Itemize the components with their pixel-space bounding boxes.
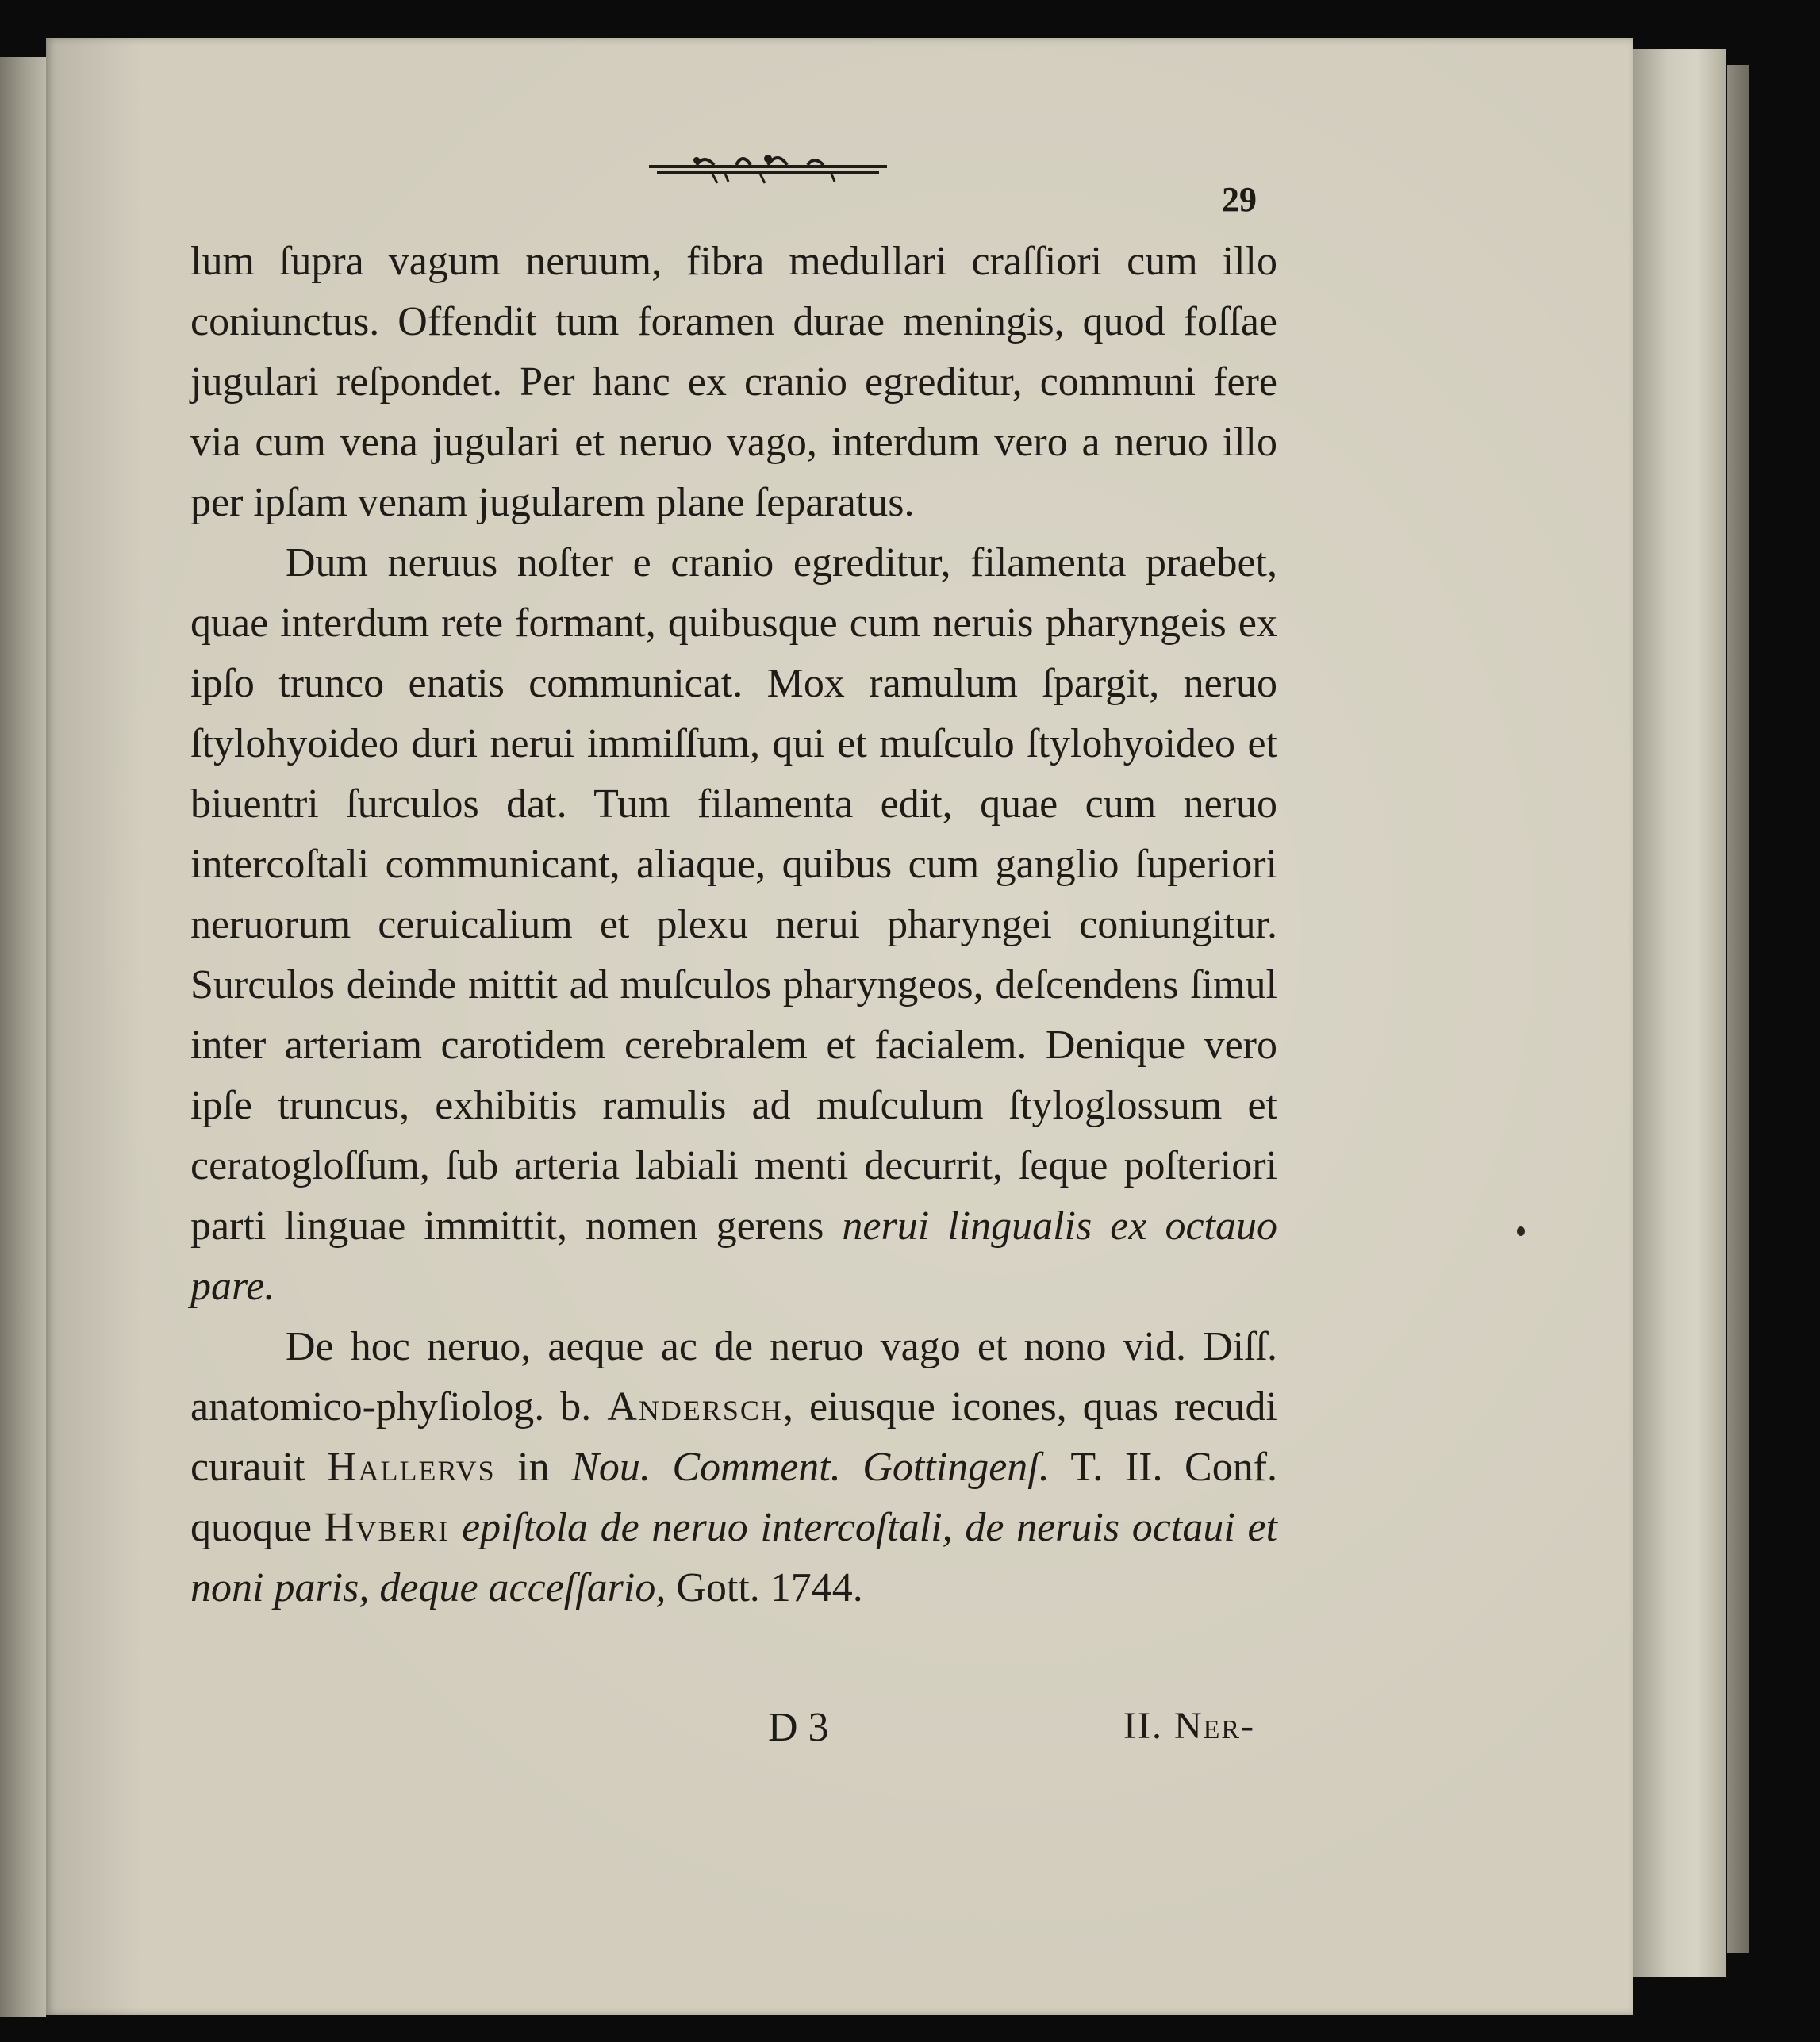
italic-text-run: nerui lingualis ex octauo pare.	[190, 1203, 1277, 1309]
paragraph	[190, 232, 1277, 533]
text-run: De hoc neruo, aeque ac de neruo vago et nono vid. Diſſ. anatomico-phyſiolog. b.	[190, 1324, 1277, 1430]
body-text	[190, 232, 1277, 1618]
ornament-icon	[649, 151, 887, 186]
text-run: lum ſupra vagum neruum, fibra medullari craſſiori cum illo coniunctus. Offendit tum foramen durae meningis, quod foſſae jugulari reſpondet. Per hanc ex cranio egreditur, communi fere via cum vena jugulari et neruo vago, interdum vero a neruo illo per ipſam venam jugularem plane ſeparatus.	[190, 239, 1277, 525]
catchword: II. Ner-	[1123, 1705, 1256, 1747]
author-name: Hvberi	[324, 1505, 450, 1550]
author-name: Hallervs	[326, 1445, 496, 1490]
paragraph	[190, 533, 1277, 1317]
left-page-edge	[0, 57, 46, 2017]
author-name: Andersch	[607, 1384, 783, 1430]
text-run: in	[495, 1445, 572, 1490]
text-run: , eiusque icones, quas recudi curauit	[190, 1384, 1277, 1490]
text-run	[449, 1505, 462, 1550]
right-page-edges	[1630, 49, 1726, 1977]
text-run: Dum neruus noſter e cranio egreditur, filamenta praebet, quae interdum rete formant, quibusque cum neruis pharyngeis ex ipſo trunco enatis communicat. Mox ramulum ſpargit, neruo ſtylohyoideo duri nerui immiſſum, qui et muſculo ſtylohyoideo et biuentri ſurculos dat. Tum filamenta edit, quae cum neruo intercoſtali communicant, aliaque, quibus cum ganglio ſuperiori neruorum ceruicalium et plexu nerui pharyngei coniungitur. Surculos deinde mittit ad muſculos pharyngeos, deſcendens ſimul inter arteriam carotidem cerebralem et facialem. Denique vero ipſe truncus, exhibitis ramulis ad muſculum ſtyloglossum et ceratogloſſum, ſub arteria labiali menti decurrit, ſeque poſteriori parti linguae immittit, nomen gerens	[190, 540, 1277, 1249]
text-run: Gott. 1744.	[666, 1565, 863, 1610]
ink-speck	[1517, 1226, 1525, 1236]
signature-mark: D 3	[768, 1705, 829, 1750]
italic-text-run: Nou. Comment. Gottingenſ.	[571, 1445, 1050, 1490]
text-run: T. II. Conf. quoque	[190, 1445, 1278, 1550]
page-number: 29	[1222, 180, 1257, 219]
paragraph	[190, 1317, 1277, 1618]
italic-text-run: epiſtola de neruo intercoſtali, de neruis octaui et noni paris, deque acceſſario,	[190, 1505, 1278, 1610]
